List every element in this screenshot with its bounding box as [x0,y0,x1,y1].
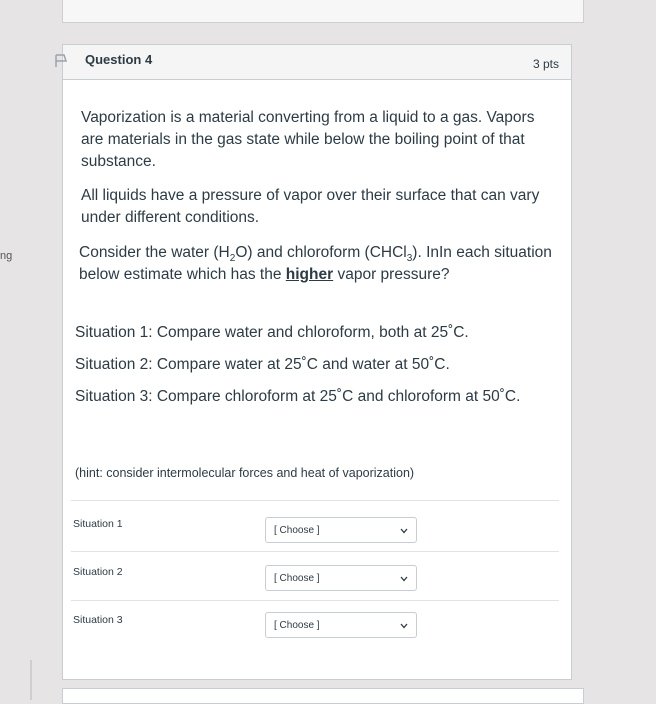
select-value: [ Choose ] [274,525,320,536]
sidebar-text-fragment: ng [0,250,13,262]
select-value: [ Choose ] [274,573,320,584]
situation-3-select[interactable] [265,612,417,638]
vapor-paragraph: All liquids have a pressure of vapor over their surface that can vary under different conditions. [81,187,540,226]
chevron-down-icon [400,622,408,630]
question-card [62,44,572,680]
situation-3-text: Situation 3: Compare chloroform at 25˚C and chloroform at 50˚C. [75,388,521,405]
flag-question-icon[interactable] [53,53,69,69]
next-question-card [62,688,584,704]
select-value: [ Choose ] [274,620,320,631]
question-title: Question 4 [85,52,153,67]
situation-2-select[interactable] [265,565,417,591]
answer-label-1: Situation 1 [73,518,123,530]
answer-label-3: Situation 3 [73,614,123,626]
answer-label-2: Situation 2 [73,566,123,578]
situation-2-text: Situation 2: Compare water at 25˚C and water at 50˚C. [75,356,450,373]
question-header [63,45,571,80]
chevron-down-icon [400,575,408,583]
previous-question-card [62,0,584,23]
situation-1-select[interactable] [265,517,417,543]
question-points: 3 pts [532,57,559,71]
answer-divider [71,551,559,552]
page-edge [30,660,32,700]
hint-text: (hint: consider intermolecular forces and heat of vaporization) [75,466,415,480]
emphasis-higher: higher [285,266,334,283]
instruction-paragraph: Consider the water $(H_2O)$ and chloroform (CHCl$_3$). InIn each situation below estimate which has the higher vapor pressure? [79,244,552,283]
chevron-down-icon [400,527,408,535]
situation-1-text: Situation 1: Compare water and chloroform, both at 25˚C. [75,324,469,341]
answer-divider [71,600,559,601]
answer-divider [71,500,559,501]
intro-paragraph: Vaporization is a material converting from a liquid to a gas. Vapors are materials in the gas state while below the boiling point of that substance. [81,109,535,170]
